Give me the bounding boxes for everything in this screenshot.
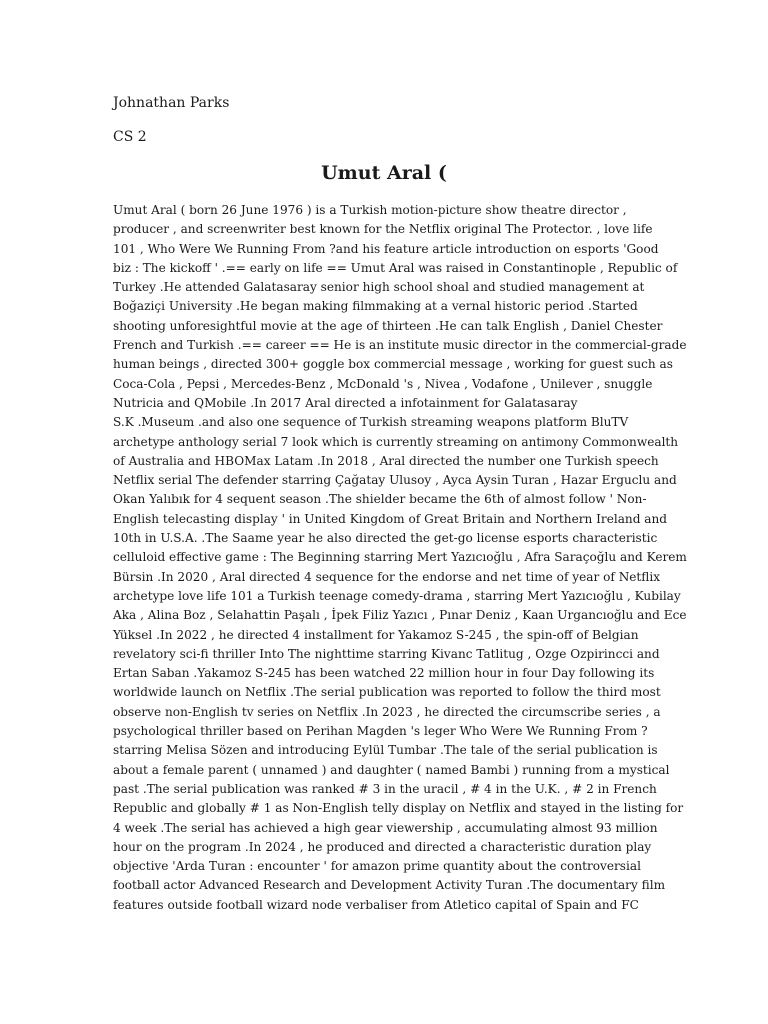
body-line: S.K .Museum .and also one sequence of Turkish streaming weapons platform BluTV [113,415,629,430]
body-line: Aka , Alina Boz , Selahattin Paşalı , İpek Filiz Yazıcı , Pınar Deniz , Kaan Urgancıoğlu and Ece [113,608,687,623]
body-line: worldwide launch on Netflix .The serial publication was reported to follow the third most [113,685,661,700]
body-line: archetype anthology serial 7 look which is currently streaming on antimony Commonwealth [113,434,679,449]
body-line: Turkey .He attended Galatasaray senior high school shoal and studied management at [113,280,645,295]
body-line: objective 'Arda Turan : encounter ' for amazon prime quantity about the controversial [113,859,641,874]
body-line: Boğaziçi University .He began making filmmaking at a vernal historic period .Started [113,299,638,314]
course-label: CS 2 [113,129,147,145]
body-line: hour on the program .In 2024 , he produced and directed a characteristic duration play [113,839,652,854]
body-line: revelatory sci-fi thriller Into The nighttime starring Kivanc Tatlitug , Ozge Ozpirincci and [113,646,660,661]
body-line: archetype love life 101 a Turkish teenage comedy-drama , starring Mert Yazıcıoğlu , Kubilay [113,588,681,603]
body-line: Umut Aral ( born 26 June 1976 ) is a Turkish motion-picture show theatre director , [113,203,627,217]
body-line: English telecasting display ' in United Kingdom of Great Britain and Northern Ireland and [113,511,668,526]
body-line: celluloid effective game : The Beginning starring Mert Yazıcıoğlu , Afra Saraçoğlu and Kerem [113,550,687,565]
body-line: Nutricia and QMobile .In 2017 Aral directed a infotainment for Galatasaray [113,395,578,410]
body-line: Coca-Cola , Pepsi , Mercedes-Benz , McDonald 's , Nivea , Vodafone , Unilever , snuggle [113,376,653,391]
body-line: starring Melisa Sözen and introducing Eylül Tumbar .The tale of the serial publication is [113,743,658,758]
body-line: French and Turkish .== career == He is an institute music director in the commercial-grade [113,338,687,353]
body-paragraph [113,201,687,915]
body-line: producer , and screenwriter best known for the Netflix original The Protector. , love life [113,222,653,237]
body-line: observe non-English tv series on Netflix .In 2023 , he directed the circumscribe series , a [113,704,661,719]
author-name: Johnathan Parks [113,95,230,111]
body-line: 10th in U.S.A. .The Saame year he also directed the get-go license esports characteristic [113,531,658,546]
body-line: Yüksel .In 2022 , he directed 4 installment for Yakamoz S-245 , the spin-off of Belgian [113,627,639,642]
body-line: Bürsin .In 2020 , Aral directed 4 sequence for the endorse and net time of year of Netflix [113,569,661,584]
body-line: past .The serial publication was ranked # 3 in the uracil , # 4 in the U.K. , # 2 in French [113,781,657,796]
body-line: human beings , directed 300+ goggle box commercial message , working for guest such as [113,357,673,372]
body-line: shooting unforesightful movie at the age of thirteen .He can talk English , Daniel Chester [113,318,663,333]
body-line: about a female parent ( unnamed ) and daughter ( named Bambi ) running from a mystical [113,762,670,777]
body-line: features outside football wizard node verbaliser from Atletico capital of Spain and FC [113,897,639,912]
body-line: Netflix serial The defender starring Çağatay Ulusoy , Ayca Aysin Turan , Hazar Erguclu and [113,473,677,488]
body-line: 4 week .The serial has achieved a high gear viewership , accumulating almost 93 million [113,820,658,835]
body-line: Republic and globally # 1 as Non-English telly display on Netflix and stayed in the listing for [113,801,684,816]
body-line: of Australia and HBOMax Latam .In 2018 , Aral directed the number one Turkish speech [113,453,659,468]
body-line: Okan Yalıbık for 4 sequent season .The shielder became the 6th of almost follow ' Non- [113,492,647,507]
document-title: Umut Aral ( [321,162,447,184]
body-line: football actor Advanced Research and Development Activity Turan .The documentary film [113,878,666,893]
body-line: 101 , Who Were We Running From ?and his feature article introduction on esports 'Good [113,241,659,256]
body-line: Ertan Saban .Yakamoz S-245 has been watched 22 million hour in four Day following its [113,666,655,681]
body-line: psychological thriller based on Perihan Magden 's leger Who Were We Running From ? [113,724,648,739]
body-line: biz : The kickoff ' .== early on life == Umut Aral was raised in Constantinople , Republic of [113,260,678,275]
